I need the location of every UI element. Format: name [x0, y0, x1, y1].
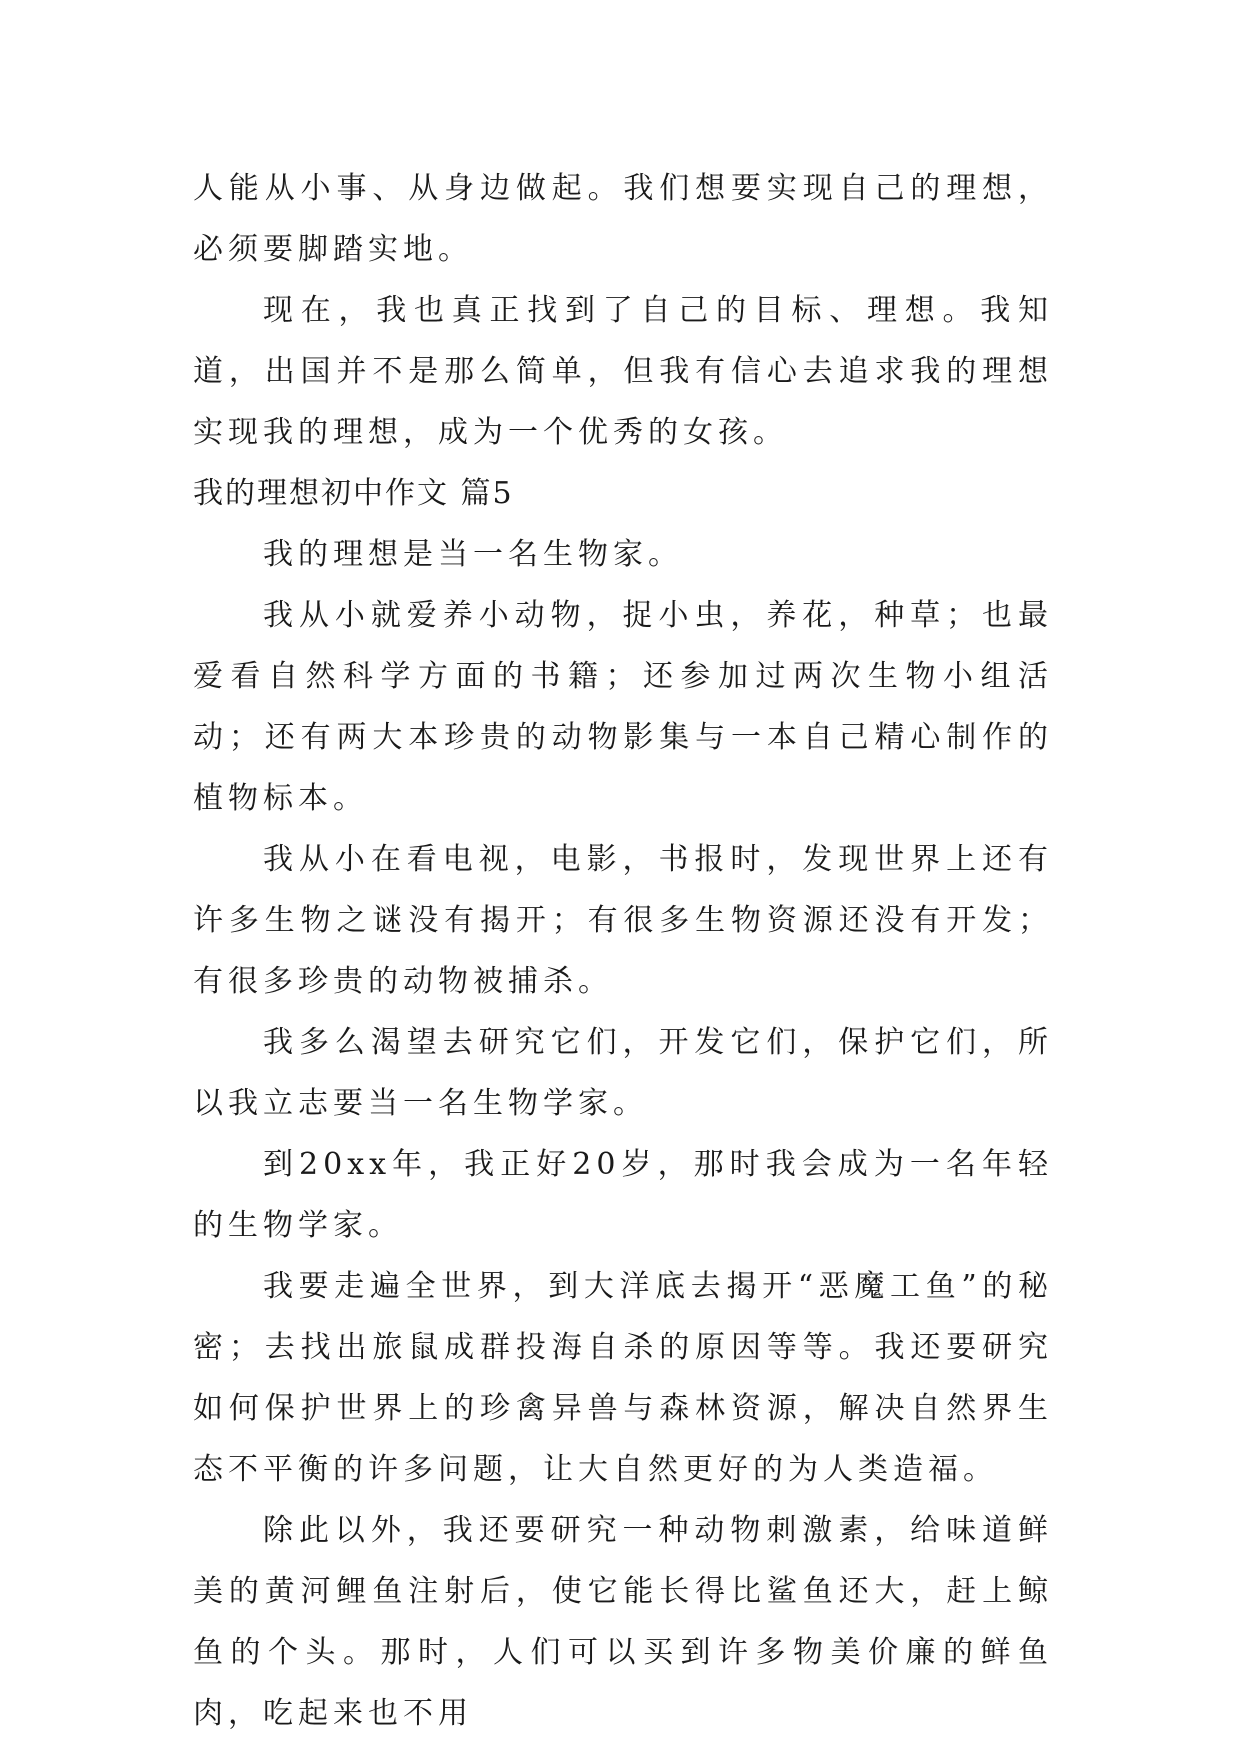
document-body [193, 158, 1053, 1744]
essay-heading: 我的理想初中作文 篇5 [193, 476, 514, 511]
paragraph: 到20xx年，我正好20岁，那时我会成为一名年轻的生物学家。 [193, 1147, 1053, 1243]
paragraph: 我从小就爱养小动物，捉小虫，养花，种草；也最爱看自然科学方面的书籍；还参加过两次生物小组活动；还有两大本珍贵的动物影集与一本自己精心制作的植物标本。 [193, 598, 1053, 816]
paragraph: 除此以外，我还要研究一种动物刺激素，给味道鲜美的黄河鲤鱼注射后，使它能长得比鲨鱼还大，赶上鲸鱼的个头。那时，人们可以买到许多物美价廉的鲜鱼肉，吃起来也不用 [193, 1513, 1053, 1731]
paragraph: 我多么渴望去研究它们，开发它们，保护它们，所以我立志要当一名生物学家。 [193, 1025, 1053, 1121]
paragraph: 我要走遍全世界，到大洋底去揭开“恶魔工鱼”的秘密；去找出旅鼠成群投海自杀的原因等等。我还要研究如何保护世界上的珍禽异兽与森林资源，解决自然界生态不平衡的许多问题，让大自然更好的为人类造福。 [193, 1269, 1053, 1487]
paragraph: 我的理想是当一名生物家。 [263, 537, 683, 572]
paragraph: 人能从小事、从身边做起。我们想要实现自己的理想，必须要脚踏实地。 [193, 171, 1053, 267]
paragraph: 现在，我也真正找到了自己的目标、理想。我知道，出国并不是那么简单，但我有信心去追求我的理想实现我的理想，成为一个优秀的女孩。 [193, 293, 1053, 450]
paragraph: 我从小在看电视，电影，书报时，发现世界上还有许多生物之谜没有揭开；有很多生物资源还没有开发；有很多珍贵的动物被捕杀。 [193, 842, 1053, 999]
